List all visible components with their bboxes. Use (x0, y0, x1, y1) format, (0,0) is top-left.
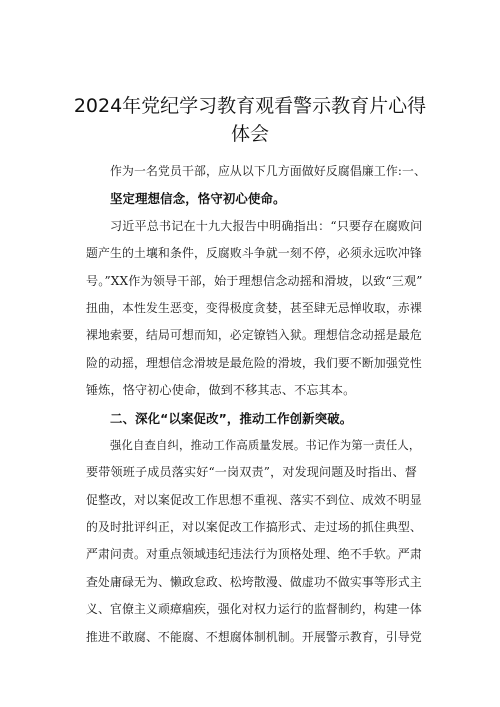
body-text-line: 作为一名党员干部，应从以下几方面做好反腐倡廉工作:一、 (110, 164, 426, 178)
body-text-line: 严肃问责。对重点领域违纪违法行为顶格处理、绝不手软。严肃 (86, 547, 422, 562)
body-text-line: 要带领班子成员落实好“一岗双责”，对发现问题及时指出、督 (86, 465, 418, 480)
title-line-2: 体会 (230, 123, 269, 145)
body-text-line: 查处庸碌无为、懒政怠政、松垮散漫、做虚功不做实事等形式主 (86, 574, 422, 589)
document-title (0, 92, 500, 148)
body-text-line: 题产生的土壤和条件，反腐败斗争就一刻不停，必须永远吹冲锋 (86, 246, 422, 261)
section-heading: 坚定理想信念，恪守初心使命。 (110, 191, 286, 207)
title-line-1: 2024年党纪学习教育观看警示教育片心得 (73, 95, 427, 117)
section-heading: 二、深化“以案促改”，推动工作创新突破。 (110, 410, 353, 426)
document-body (86, 158, 426, 651)
body-text-line: 义、官僚主义顽瘴痼疾，强化对权力运行的监督制约，构建一体 (86, 602, 422, 617)
body-text-line: 的及时批评纠正，对以案促改工作搞形式、走过场的抓住典型、 (86, 520, 422, 535)
body-text-line: 险的动摇，理想信念滑坡是最危险的滑坡，我们要不断加强党性 (86, 355, 422, 370)
body-text-line: 裸地索要，结局可想而知，必定镣铛入狱。理想信念动摇是最危 (86, 328, 422, 343)
body-text-line: 锤炼，恪守初心使命，做到不移其志、不忘其本。 (86, 383, 356, 398)
body-text-line: 习近平总书记在十九大报告中明确指出：“只要存在腐败问 (110, 218, 423, 233)
body-text-line: 推进不敢腐、不能腐、不想腐体制机制。开展警示教育，引导党 (86, 629, 422, 644)
body-text-line: 扭曲，本性发生恶变，变得极度贪婪，甚至肆无忌惮收取，赤裸 (86, 300, 422, 315)
body-text-line: 号。”XX作为领导干部，始于理想信念动摇和滑坡，以致“三观” (86, 273, 423, 288)
body-text-line: 促整改，对以案促改工作思想不重视、落实不到位、成效不明显 (86, 492, 422, 507)
body-text-line: 强化自查自纠，推动工作高质量发展。书记作为第一责任人， (110, 437, 421, 452)
